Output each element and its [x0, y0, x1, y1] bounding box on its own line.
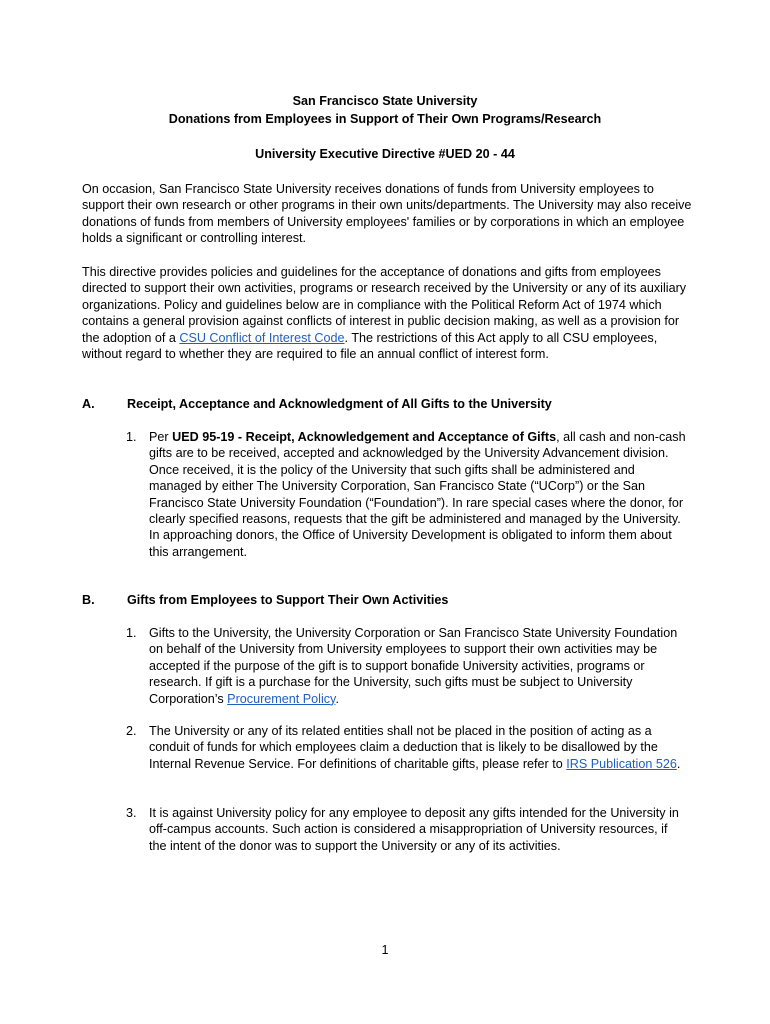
intro-paragraph-1: On occasion, San Francisco State University receives donations of funds from University employees to support their own research or other programs in their own units/departments. The University may also receive donations of funds from members of University employees' families or by corporations in which an employee holds a significant or controlling interest. [82, 182, 692, 246]
procurement-policy-link[interactable]: Procurement Policy [227, 691, 336, 706]
item-number: 1. [126, 430, 137, 444]
csu-conflict-of-interest-link[interactable]: CSU Conflict of Interest Code [179, 330, 345, 345]
item-number: 3. [126, 806, 137, 820]
item-text: Gifts to the University, the University Corporation or San Francisco State University Foundation on behalf of the University from University employees to support their own activities may be accepted if the purpose of the gift is to support bonafide University activities, programs or research. If gift is a purchase for the University, such gifts must be subject to University Corporation’s [149, 626, 678, 706]
document-title [0, 92, 770, 128]
directive-number: University Executive Directive #UED 20 - 44 [255, 147, 515, 161]
item-text-end: . [676, 756, 681, 771]
irs-publication-526-link[interactable]: IRS Publication 526 [566, 756, 677, 771]
item-text: It is against University policy for any employee to deposit any gifts intended for the University in off-campus accounts. Such action is considered a misappropriation of University resources, if the intent of the donor was to support the University or any of its activities. [149, 806, 679, 853]
paragraph-text: This directive provides policies and guidelines for the acceptance of donations and gifts from employees directed to support their own activities, programs or research received by the University or any of its auxiliary organizations. Policy and guidelines below are in compliance with the Political Reform Act of 1974 which contains a general provision against conflicts of interest in public decision making, as well as a provision for the adoption of a [82, 265, 687, 345]
title-university: San Francisco State University [292, 94, 478, 108]
section-title: Gifts from Employees to Support Their Own Activities [127, 593, 449, 607]
item-text-end: . [335, 691, 339, 706]
page-number: 1 [381, 943, 389, 957]
item-text: , all cash and non-cash gifts are to be received, accepted and acknowledged by the University Advancement division. Once received, it is the policy of the University that such gifts shall be administered and managed by either The University Corporation, San Francisco State (“UCorp”) or the San Francisco State University Foundation (“Foundation”). In rare special cases where the donor, for clearly specified reasons, requests that the gift be administered and managed by the University. In approaching donors, the Office of University Development is obligated to inform them about this arrangement. [149, 430, 686, 559]
paragraph-text: . The restrictions of this Act apply to all CSU employees, without regard to whether they are required to file an annual conflict of interest form. [82, 330, 658, 362]
section-title: Receipt, Acceptance and Acknowledgment of All Gifts to the University [127, 397, 552, 411]
section-b-item-3 [126, 805, 686, 854]
item-body [149, 429, 686, 560]
section-a-item-1 [126, 429, 686, 560]
title-subject: Donations from Employees in Support of Their Own Programs/Research [168, 112, 602, 126]
item-body [149, 625, 686, 707]
item-body [149, 723, 686, 772]
item-number: 1. [126, 626, 137, 640]
intro-paragraph-2 [82, 264, 692, 362]
ued-reference: UED 95-19 - Receipt, Acknowledgement and Acceptance of Gifts [172, 430, 557, 444]
item-body [149, 805, 686, 854]
section-letter: B. [82, 593, 95, 607]
item-prefix: Per [149, 430, 173, 444]
section-letter: A. [82, 397, 95, 411]
section-b-item-2 [126, 723, 686, 772]
item-text: The University or any of its related entities shall not be placed in the position of acting as a conduit of funds for which employees claim a deduction that is likely to be disallowed by the Internal Revenue Service. For definitions of charitable gifts, please refer to [149, 724, 658, 771]
item-number: 2. [126, 724, 137, 738]
section-b-item-1 [126, 625, 686, 707]
